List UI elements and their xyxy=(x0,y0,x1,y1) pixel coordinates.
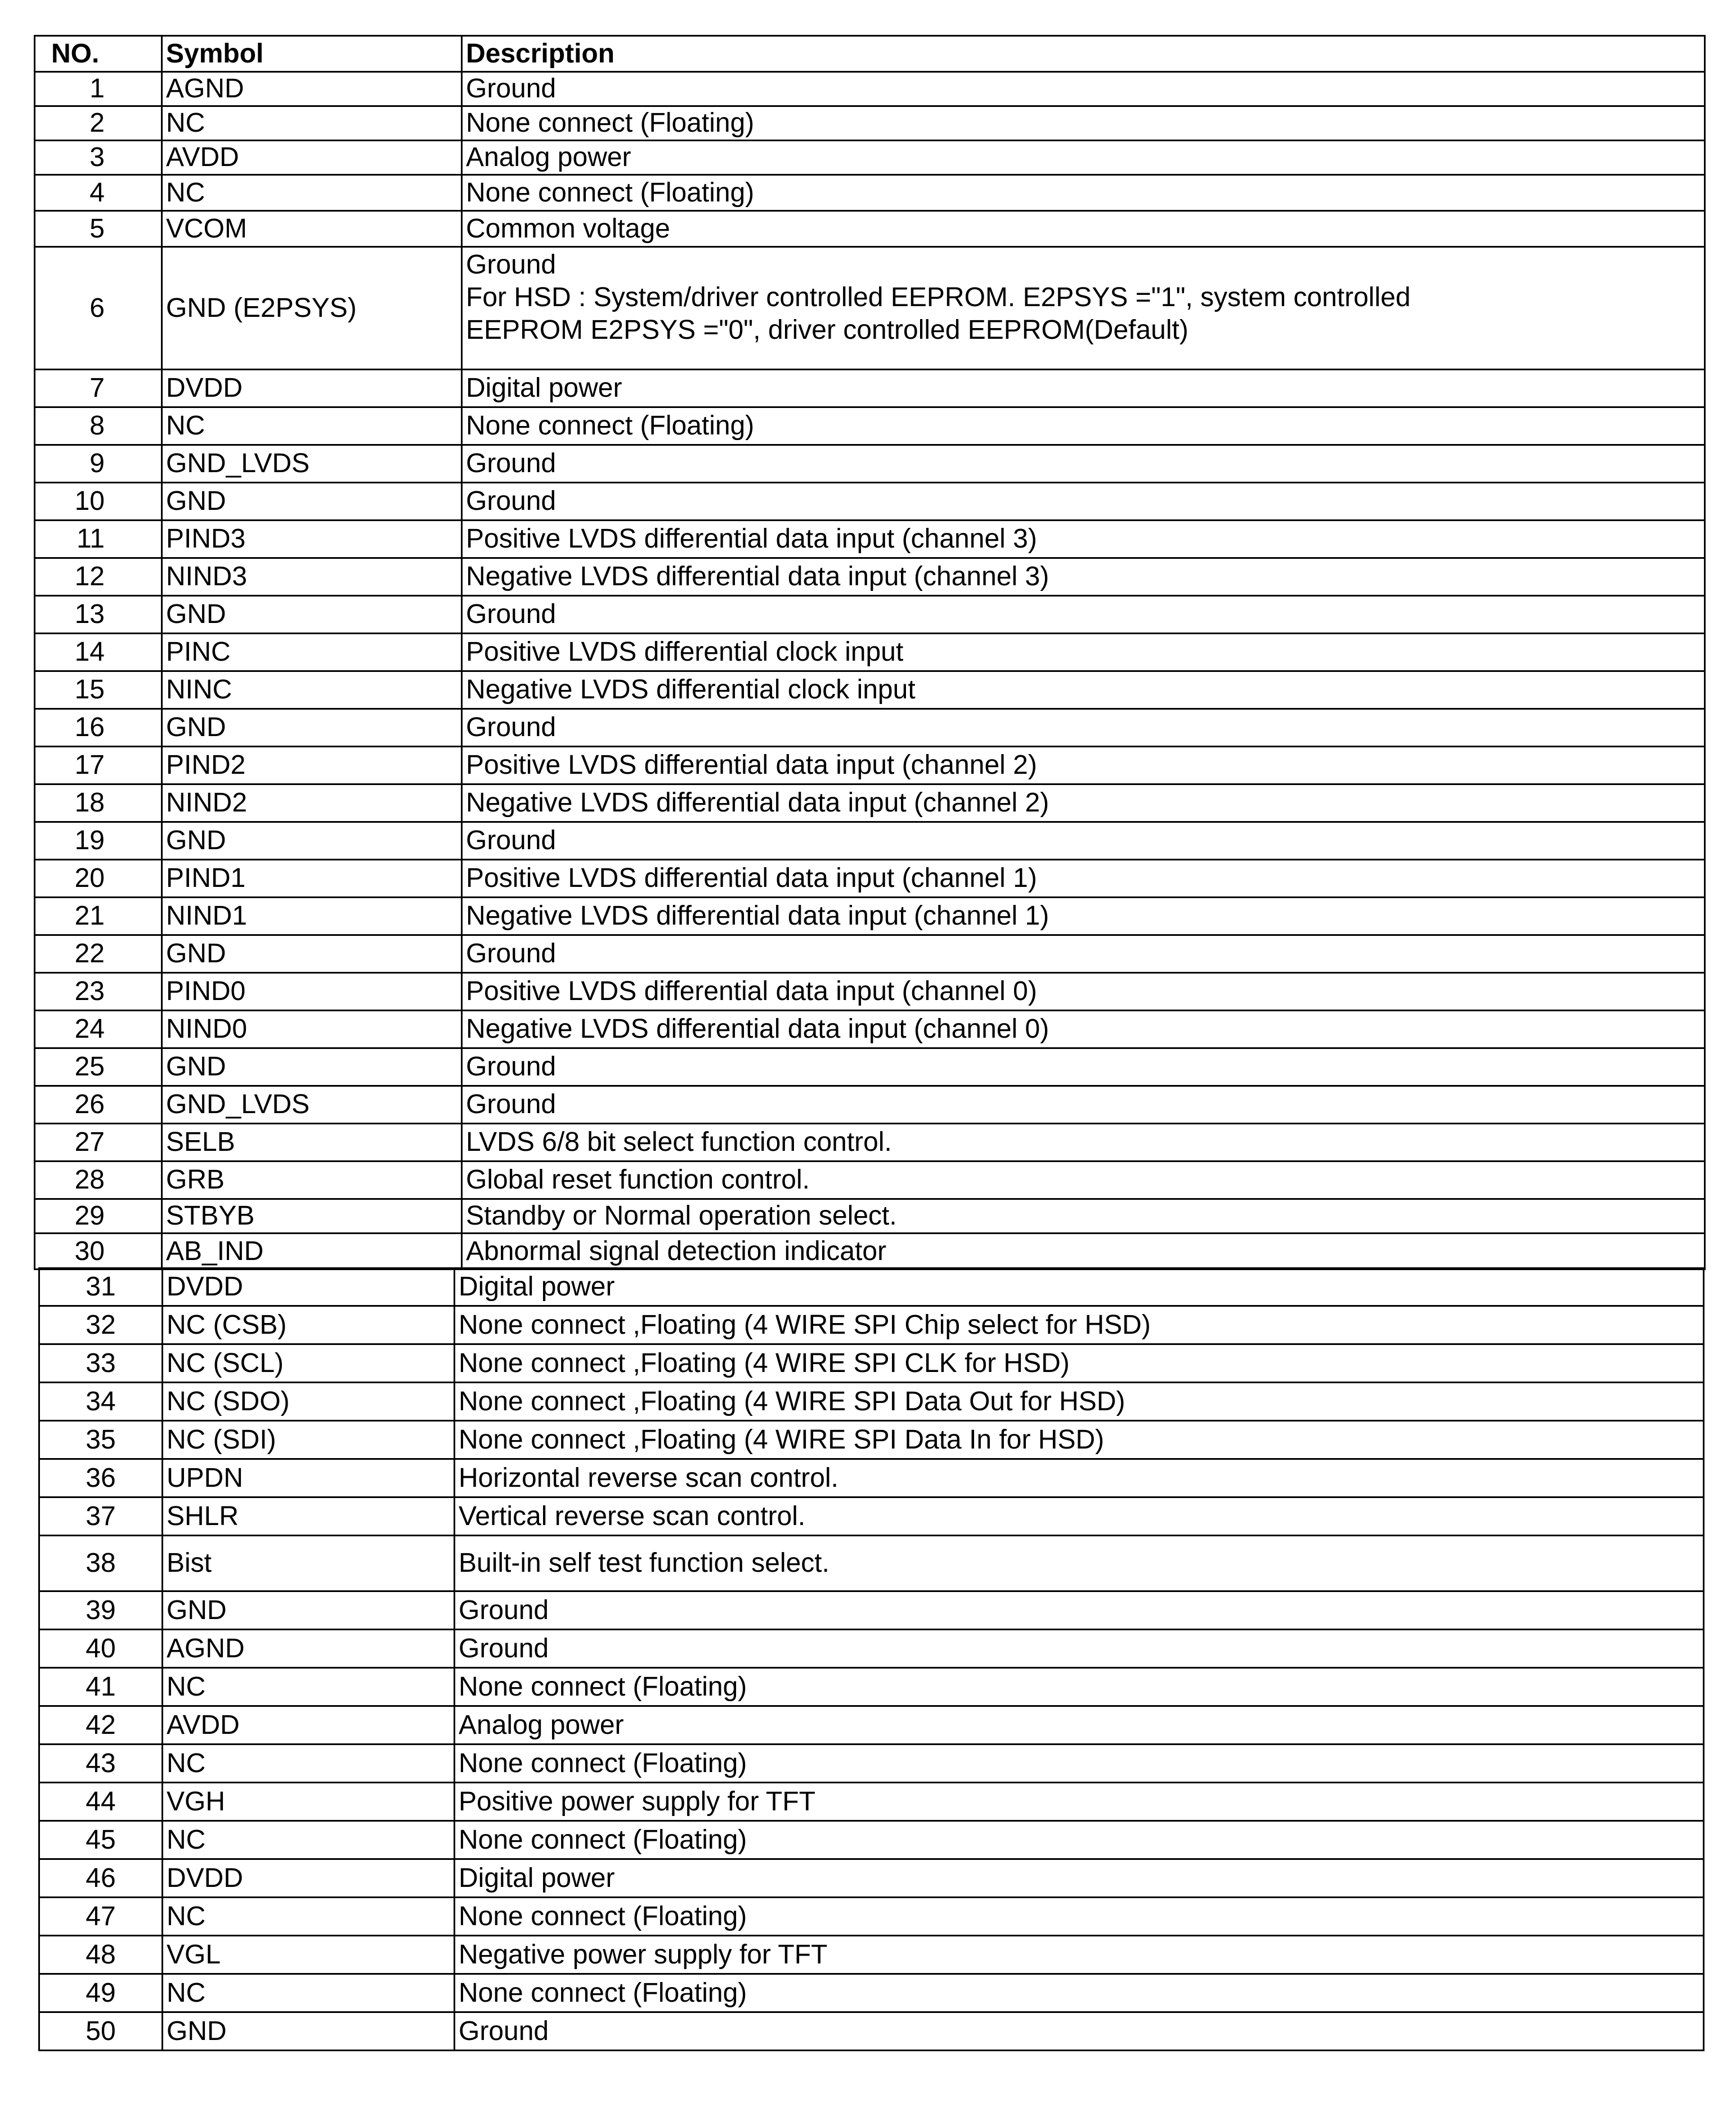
table-row xyxy=(39,1821,1704,1859)
pin-symbol: GND xyxy=(163,1591,455,1630)
description-line: Ground xyxy=(466,826,557,855)
pin-number: 42 xyxy=(39,1706,163,1745)
pin-description xyxy=(455,1821,1704,1859)
pin-symbol: PIND2 xyxy=(162,747,462,784)
pin-number: 21 xyxy=(35,898,162,935)
pin-number: 32 xyxy=(39,1306,163,1344)
pin-number: 33 xyxy=(39,1344,163,1383)
description-line: None connect (Floating) xyxy=(466,177,755,208)
pin-symbol: GND_LVDS xyxy=(162,1086,462,1124)
table-row xyxy=(39,1306,1704,1344)
description-line: For HSD : System/driver controlled EEPROM. E2PSYS ="1", system controlled xyxy=(466,283,1411,312)
pin-description xyxy=(455,1745,1704,1783)
pin-number: 30 xyxy=(35,1234,162,1270)
pin-number: 26 xyxy=(35,1086,162,1124)
pin-description xyxy=(462,445,1705,483)
pin-symbol: NIND1 xyxy=(162,898,462,935)
pin-description xyxy=(462,747,1705,784)
pin-number: 44 xyxy=(39,1783,163,1821)
pin-description xyxy=(462,211,1705,247)
pin-description xyxy=(462,521,1705,558)
pin-number: 10 xyxy=(35,483,162,521)
pin-symbol: VGL xyxy=(163,1936,455,1974)
pin-number: 5 xyxy=(35,211,162,247)
pin-number: 35 xyxy=(39,1421,163,1459)
description-line: Ground xyxy=(466,74,557,104)
description-line: None connect (Floating) xyxy=(459,1824,747,1855)
pin-symbol: DVDD xyxy=(163,1268,455,1306)
pin-symbol: NIND0 xyxy=(162,1011,462,1048)
pin-symbol: GND xyxy=(163,2012,455,2051)
pin-description xyxy=(455,2012,1704,2051)
pin-symbol: GND xyxy=(162,1048,462,1086)
table-row xyxy=(35,407,1705,445)
description-line: Analog power xyxy=(466,142,631,172)
pin-description xyxy=(455,1936,1704,1974)
pin-description xyxy=(455,1383,1704,1421)
description-line: EEPROM E2PSYS ="0", driver controlled EEPROM(Default) xyxy=(466,315,1188,345)
pin-symbol: NINC xyxy=(162,671,462,709)
pin-number: 22 xyxy=(35,935,162,973)
pin-number: 13 xyxy=(35,596,162,634)
table-row xyxy=(39,1630,1704,1668)
pin-description xyxy=(462,1162,1705,1199)
table-row xyxy=(35,860,1705,898)
pin-description xyxy=(455,1706,1704,1745)
pin-number: 20 xyxy=(35,860,162,898)
table-row xyxy=(35,1086,1705,1124)
pin-number: 41 xyxy=(39,1668,163,1706)
description-line: Ground xyxy=(466,939,557,968)
table-row xyxy=(39,1745,1704,1783)
table-row xyxy=(35,247,1705,370)
description-line: Ground xyxy=(459,1633,549,1663)
description-line: Negative LVDS differential data input (channel 3) xyxy=(466,562,1049,591)
pin-description xyxy=(462,935,1705,973)
description-line: Digital power xyxy=(466,373,622,403)
description-line: Global reset function control. xyxy=(466,1165,810,1195)
table-row xyxy=(39,1936,1704,1974)
pin-description xyxy=(462,1199,1705,1234)
pin-number: 12 xyxy=(35,558,162,596)
table-row xyxy=(35,634,1705,671)
pin-description xyxy=(462,483,1705,521)
table-row xyxy=(39,1421,1704,1459)
pin-description xyxy=(455,1459,1704,1497)
table-row xyxy=(35,973,1705,1011)
pin-number: 23 xyxy=(35,973,162,1011)
table-row xyxy=(35,445,1705,483)
table-row xyxy=(35,1048,1705,1086)
pin-description xyxy=(455,1497,1704,1536)
pin-number: 48 xyxy=(39,1936,163,1974)
pin-description xyxy=(462,860,1705,898)
pin-number: 37 xyxy=(39,1497,163,1536)
pin-number: 19 xyxy=(35,822,162,860)
pin-symbol: GND xyxy=(162,483,462,521)
description-line: Ground xyxy=(466,250,557,280)
description-line: Positive power supply for TFT xyxy=(459,1786,816,1817)
table-row xyxy=(35,898,1705,935)
table-row xyxy=(39,1859,1704,1898)
description-line: Negative power supply for TFT xyxy=(459,1939,828,1970)
pin-description xyxy=(462,709,1705,747)
table-row xyxy=(39,1668,1704,1706)
pin-description xyxy=(455,1421,1704,1459)
pin-description xyxy=(455,1536,1704,1591)
pin-symbol: PIND0 xyxy=(162,973,462,1011)
table-row xyxy=(39,1591,1704,1630)
pin-number: 18 xyxy=(35,784,162,822)
pin-description xyxy=(455,1630,1704,1668)
pin-description xyxy=(455,1268,1704,1306)
table-row xyxy=(39,1974,1704,2012)
description-line: Ground xyxy=(466,486,557,516)
table-row xyxy=(35,106,1705,141)
pin-symbol: NC (CSB) xyxy=(163,1306,455,1344)
pin-number: 17 xyxy=(35,747,162,784)
table-row xyxy=(35,558,1705,596)
pin-number: 24 xyxy=(35,1011,162,1048)
table-row xyxy=(35,822,1705,860)
description-line: Digital power xyxy=(459,1863,615,1893)
pin-description xyxy=(462,106,1705,141)
table-row xyxy=(35,784,1705,822)
description-line: Negative LVDS differential data input (channel 2) xyxy=(466,788,1049,818)
table-row xyxy=(35,1011,1705,1048)
description-line: Ground xyxy=(459,1595,549,1625)
pin-symbol: SELB xyxy=(162,1124,462,1162)
pin-symbol: AVDD xyxy=(163,1706,455,1745)
table-row xyxy=(35,72,1705,106)
table-row xyxy=(35,1234,1705,1270)
pin-table-2 xyxy=(38,1267,1704,2051)
pin-description xyxy=(455,1591,1704,1630)
pin-symbol: UPDN xyxy=(163,1459,455,1497)
pin-symbol: GND xyxy=(162,935,462,973)
pin-symbol: NC xyxy=(162,407,462,445)
table-row xyxy=(35,370,1705,407)
pin-number: 14 xyxy=(35,634,162,671)
pin-description xyxy=(455,1344,1704,1383)
pin-description xyxy=(462,784,1705,822)
pin-description xyxy=(455,1859,1704,1898)
description-line: Analog power xyxy=(459,1710,624,1740)
pin-symbol: AGND xyxy=(162,72,462,106)
pin-description xyxy=(462,973,1705,1011)
table-row xyxy=(39,1344,1704,1383)
pin-symbol: NIND2 xyxy=(162,784,462,822)
pin-symbol: NC xyxy=(163,1668,455,1706)
table-row xyxy=(39,1497,1704,1536)
pin-symbol: NIND3 xyxy=(162,558,462,596)
description-line: None connect (Floating) xyxy=(459,1748,747,1778)
pin-symbol: STBYB xyxy=(162,1199,462,1234)
pin-table-1 xyxy=(34,35,1706,1270)
pin-symbol: NC (SCL) xyxy=(163,1344,455,1383)
table-row xyxy=(39,1383,1704,1421)
table-row xyxy=(35,596,1705,634)
pin-description xyxy=(462,596,1705,634)
pin-number: 29 xyxy=(35,1199,162,1234)
description-line: Standby or Normal operation select. xyxy=(466,1201,897,1231)
pin-description xyxy=(462,671,1705,709)
pin-symbol: VGH xyxy=(163,1783,455,1821)
pin-description xyxy=(462,822,1705,860)
pin-symbol: GND_LVDS xyxy=(162,445,462,483)
pin-number: 31 xyxy=(39,1268,163,1306)
table-row xyxy=(35,211,1705,247)
table-row xyxy=(35,141,1705,175)
pin-symbol: GND xyxy=(162,822,462,860)
pin-number: 49 xyxy=(39,1974,163,2012)
table-row xyxy=(35,521,1705,558)
pin-number: 36 xyxy=(39,1459,163,1497)
pin-symbol: NC (SDI) xyxy=(163,1421,455,1459)
description-line: Positive LVDS differential data input (channel 1) xyxy=(466,863,1037,893)
description-line: Negative LVDS differential data input (channel 0) xyxy=(466,1014,1049,1044)
pin-description xyxy=(462,370,1705,407)
description-line: Built-in self test function select. xyxy=(459,1548,829,1578)
pin-description xyxy=(462,247,1705,370)
pin-symbol: DVDD xyxy=(163,1859,455,1898)
pin-description xyxy=(462,141,1705,175)
description-line: None connect ,Floating (4 WIRE SPI Data In for HSD) xyxy=(459,1424,1105,1455)
table-row xyxy=(35,671,1705,709)
pin-number: 43 xyxy=(39,1745,163,1783)
pin-description xyxy=(462,72,1705,106)
table-row xyxy=(39,2012,1704,2051)
table-row xyxy=(35,1162,1705,1199)
description-line: None connect (Floating) xyxy=(459,1901,747,1931)
pin-number: 40 xyxy=(39,1630,163,1668)
description-line: Ground xyxy=(466,712,557,742)
pin-number: 27 xyxy=(35,1124,162,1162)
pin-symbol: NC xyxy=(163,1745,455,1783)
pin-number: 34 xyxy=(39,1383,163,1421)
pin-description xyxy=(462,1048,1705,1086)
pin-description xyxy=(462,1124,1705,1162)
pin-number: 16 xyxy=(35,709,162,747)
table-row xyxy=(35,175,1705,211)
header-description: Description xyxy=(462,36,1705,72)
pin-number: 6 xyxy=(35,247,162,370)
pin-number: 4 xyxy=(35,175,162,211)
pin-table-1-body xyxy=(35,36,1705,1270)
description-line: Horizontal reverse scan control. xyxy=(459,1463,838,1493)
description-line: None connect (Floating) xyxy=(459,1671,747,1702)
pin-number: 25 xyxy=(35,1048,162,1086)
pin-description xyxy=(455,1898,1704,1936)
description-line: None connect ,Floating (4 WIRE SPI Chip select for HSD) xyxy=(459,1310,1151,1340)
description-line: Positive LVDS differential data input (channel 0) xyxy=(466,976,1037,1006)
description-line: Ground xyxy=(466,1052,557,1082)
description-line: Negative LVDS differential data input (channel 1) xyxy=(466,901,1049,931)
description-line: Negative LVDS differential clock input xyxy=(466,675,916,705)
pin-description xyxy=(455,1783,1704,1821)
pin-symbol: NC xyxy=(162,106,462,141)
description-line: Positive LVDS differential data input (channel 3) xyxy=(466,524,1037,554)
pin-symbol: PIND1 xyxy=(162,860,462,898)
description-line: None connect ,Floating (4 WIRE SPI Data Out for HSD) xyxy=(459,1386,1125,1416)
pin-symbol: PINC xyxy=(162,634,462,671)
description-line: None connect (Floating) xyxy=(466,108,755,138)
description-line: Vertical reverse scan control. xyxy=(459,1501,806,1531)
header-no: NO. xyxy=(35,36,162,72)
pin-description xyxy=(455,1974,1704,2012)
table-row xyxy=(35,1199,1705,1234)
description-line: Abnormal signal detection indicator xyxy=(466,1236,887,1266)
pin-number: 38 xyxy=(39,1536,163,1591)
pin-symbol: SHLR xyxy=(163,1497,455,1536)
pin-symbol: GRB xyxy=(162,1162,462,1199)
table-row xyxy=(35,1124,1705,1162)
pin-symbol: Bist xyxy=(163,1536,455,1591)
table-row xyxy=(39,1459,1704,1497)
table-row xyxy=(39,1268,1704,1306)
pin-number: 50 xyxy=(39,2012,163,2051)
pin-number: 47 xyxy=(39,1898,163,1936)
pin-description xyxy=(455,1668,1704,1706)
pin-symbol: DVDD xyxy=(162,370,462,407)
pin-description xyxy=(462,558,1705,596)
pin-symbol: AVDD xyxy=(162,141,462,175)
description-line: LVDS 6/8 bit select function control. xyxy=(466,1127,892,1157)
description-line: Positive LVDS differential clock input xyxy=(466,637,904,667)
pin-symbol: AGND xyxy=(163,1630,455,1668)
pin-symbol: GND xyxy=(162,709,462,747)
pin-number: 7 xyxy=(35,370,162,407)
pin-description xyxy=(462,898,1705,935)
pin-symbol: GND xyxy=(162,596,462,634)
pin-description xyxy=(462,407,1705,445)
pin-description xyxy=(462,1234,1705,1270)
description-line: Digital power xyxy=(459,1272,615,1302)
pin-symbol: NC xyxy=(163,1821,455,1859)
pin-number: 9 xyxy=(35,445,162,483)
pin-symbol: PIND3 xyxy=(162,521,462,558)
table-header-row xyxy=(35,36,1705,72)
table-row xyxy=(39,1783,1704,1821)
pin-number: 1 xyxy=(35,72,162,106)
pin-number: 46 xyxy=(39,1859,163,1898)
pin-symbol: GND (E2PSYS) xyxy=(162,247,462,370)
pin-description xyxy=(455,1306,1704,1344)
pin-number: 39 xyxy=(39,1591,163,1630)
pin-number: 15 xyxy=(35,671,162,709)
table-row xyxy=(35,709,1705,747)
description-line: Ground xyxy=(466,449,557,478)
pin-number: 11 xyxy=(35,521,162,558)
pin-table-2-body xyxy=(39,1268,1704,2051)
table-row xyxy=(35,935,1705,973)
description-line: None connect ,Floating (4 WIRE SPI CLK for HSD) xyxy=(459,1348,1070,1378)
header-symbol: Symbol xyxy=(162,36,462,72)
table-row xyxy=(35,483,1705,521)
table-row xyxy=(39,1536,1704,1591)
description-line: None connect (Floating) xyxy=(466,411,755,441)
description-line: Positive LVDS differential data input (channel 2) xyxy=(466,750,1037,780)
description-line: None connect (Floating) xyxy=(459,1978,747,2008)
pin-symbol: NC xyxy=(162,175,462,211)
pin-symbol: VCOM xyxy=(162,211,462,247)
description-line: Ground xyxy=(459,2016,549,2046)
pin-number: 28 xyxy=(35,1162,162,1199)
pin-description xyxy=(462,1086,1705,1124)
pin-description xyxy=(462,175,1705,211)
pin-symbol: NC xyxy=(163,1898,455,1936)
table-row xyxy=(39,1898,1704,1936)
pin-number: 2 xyxy=(35,106,162,141)
pin-description xyxy=(462,634,1705,671)
pin-number: 3 xyxy=(35,141,162,175)
pin-symbol: AB_IND xyxy=(162,1234,462,1270)
pin-symbol: NC (SDO) xyxy=(163,1383,455,1421)
description-line: Ground xyxy=(466,1089,557,1119)
description-line: Common voltage xyxy=(466,213,670,244)
pin-description xyxy=(462,1011,1705,1048)
description-line: Ground xyxy=(466,599,557,629)
pin-number: 45 xyxy=(39,1821,163,1859)
pin-number: 8 xyxy=(35,407,162,445)
table-row xyxy=(35,747,1705,784)
pin-symbol: NC xyxy=(163,1974,455,2012)
table-row xyxy=(39,1706,1704,1745)
